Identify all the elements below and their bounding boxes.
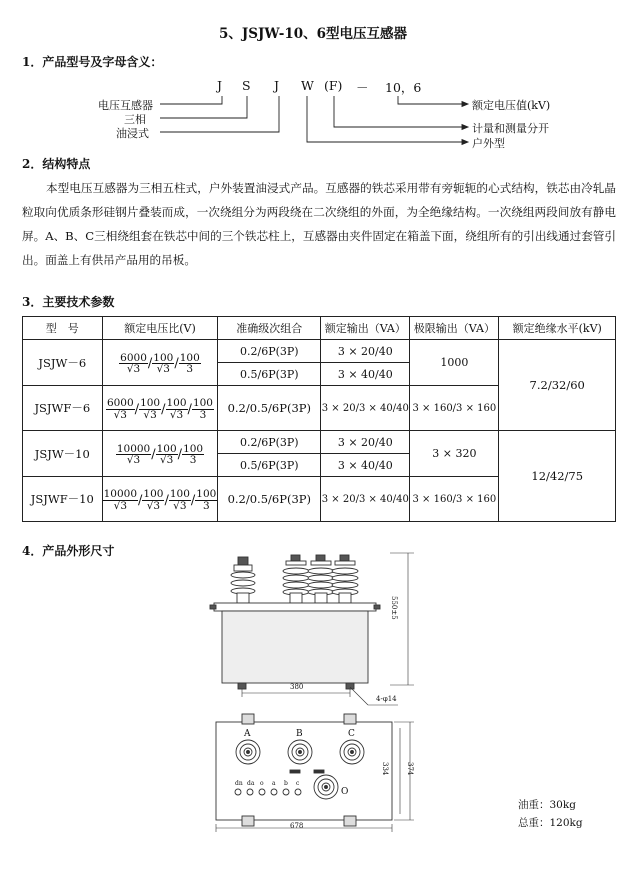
leader-line-f bbox=[334, 96, 468, 127]
label-oil-immersed: 油浸式 bbox=[116, 127, 149, 140]
terminal-da: da bbox=[247, 780, 255, 787]
voltage-ratio: 6000 √3 / 100 √3 / 100 √3 / 100 3 bbox=[106, 397, 213, 421]
bushing-b-top bbox=[288, 740, 312, 764]
label-three-phase: 三相 bbox=[124, 113, 146, 126]
bushing-middle bbox=[283, 555, 309, 603]
leader-line-w bbox=[307, 96, 468, 142]
cell-limit: 1000 bbox=[410, 340, 499, 386]
dim-334: 334 bbox=[381, 762, 389, 776]
tank-lid bbox=[214, 603, 376, 611]
cell-output: 3 × 40/40 bbox=[321, 363, 410, 386]
phase-label-b: B bbox=[296, 729, 303, 739]
cell-ratio bbox=[102, 340, 218, 386]
phase-label-c: C bbox=[348, 729, 355, 739]
cell-accuracy: 0.2/0.5/6P(3P) bbox=[218, 386, 321, 431]
cell-model: JSJWF－6 bbox=[23, 386, 103, 431]
page-title: 5、JSJW-10、6型电压互感器 bbox=[218, 26, 408, 42]
cell-insulation: 12/42/75 bbox=[499, 431, 616, 522]
bushing-left bbox=[231, 557, 255, 603]
top-plate bbox=[216, 722, 392, 820]
cell-accuracy: 0.2/6P(3P) bbox=[218, 431, 321, 454]
spec-table bbox=[22, 316, 616, 522]
code-letter-f: (F) bbox=[324, 78, 343, 93]
section-2-heading: 2．结构特点 bbox=[22, 157, 91, 171]
header-accuracy: 准确级次组合 bbox=[218, 317, 321, 340]
code-letter-s: S bbox=[242, 78, 251, 93]
voltage-ratio: 10000 √3 / 100 √3 / 100 √3 / 100 3 bbox=[103, 488, 217, 512]
terminal-a: a bbox=[272, 780, 276, 787]
cell-accuracy: 0.5/6P(3P) bbox=[218, 363, 321, 386]
leader-line-j2 bbox=[160, 96, 279, 132]
cell-output: 3 × 20/3 × 40/40 bbox=[321, 386, 410, 431]
code-letter-w: W bbox=[301, 78, 314, 93]
section-3-heading: 3．主要技术参数 bbox=[22, 295, 115, 309]
cell-limit: 3 × 320 bbox=[410, 431, 499, 477]
tank-body bbox=[222, 611, 368, 683]
header-limit-output: 极限输出（VA） bbox=[410, 317, 499, 340]
terminal-dn: dn bbox=[235, 780, 243, 787]
header-ratio: 额定电压比(V) bbox=[102, 317, 218, 340]
header-insulation: 额定绝缘水平(kV) bbox=[499, 317, 616, 340]
cell-limit: 3 × 160/3 × 160 bbox=[410, 386, 499, 431]
label-voltage-transformer: 电压互感器 bbox=[98, 99, 153, 112]
cell-insulation: 7.2/32/60 bbox=[499, 340, 616, 431]
weights-block bbox=[518, 796, 583, 832]
section-1-heading: 1．产品型号及字母含义： bbox=[22, 55, 163, 69]
front-view-drawing bbox=[200, 545, 430, 715]
oil-weight: 油重：30kg bbox=[518, 799, 576, 811]
code-letter-j1: J bbox=[217, 78, 223, 93]
phase-label-o: O bbox=[341, 787, 349, 797]
leader-line-j1 bbox=[160, 96, 222, 104]
terminal-b: b bbox=[284, 780, 288, 787]
terminal-o: o bbox=[260, 780, 264, 787]
header-rated-output: 额定输出（VA） bbox=[321, 317, 410, 340]
cell-accuracy: 0.5/6P(3P) bbox=[218, 454, 321, 477]
cell-ratio bbox=[102, 431, 218, 477]
cell-accuracy: 0.2/0.5/6P(3P) bbox=[218, 477, 321, 522]
dim-hole: 4-φ14 bbox=[376, 695, 397, 703]
cell-model: JSJWF－10 bbox=[23, 477, 103, 522]
phase-label-a: A bbox=[244, 729, 251, 739]
leader-line-s bbox=[160, 96, 247, 118]
dim-678: 678 bbox=[290, 822, 304, 830]
bushing-o-top bbox=[314, 775, 338, 799]
dim-374: 374 bbox=[406, 762, 414, 776]
cell-output: 3 × 40/40 bbox=[321, 454, 410, 477]
cell-output: 3 × 20/3 × 40/40 bbox=[321, 477, 410, 522]
code-voltage: 10，6 bbox=[385, 80, 422, 95]
cell-limit: 3 × 160/3 × 160 bbox=[410, 477, 499, 522]
cell-ratio bbox=[102, 477, 218, 522]
voltage-ratio: 6000 √3 / 100 √3 / 100 3 bbox=[120, 351, 200, 375]
leader-line-voltage bbox=[398, 96, 468, 104]
code-dash: － bbox=[356, 80, 369, 95]
cell-model: JSJW－10 bbox=[23, 431, 103, 477]
label-metering-separate: 计量和测量分开 bbox=[472, 122, 549, 135]
bushing-c-top bbox=[340, 740, 364, 764]
header-model: 型 号 bbox=[23, 317, 103, 340]
dim-height: 550±5 bbox=[390, 596, 398, 620]
structure-paragraph bbox=[22, 176, 616, 272]
cell-ratio bbox=[102, 386, 218, 431]
section-4-heading: 4．产品外形尺寸 bbox=[22, 544, 115, 558]
cell-output: 3 × 20/40 bbox=[321, 340, 410, 363]
bushing-a-top bbox=[236, 740, 260, 764]
cell-output: 3 × 20/40 bbox=[321, 431, 410, 454]
total-weight: 总重：120kg bbox=[518, 817, 583, 829]
cell-model: JSJW－6 bbox=[23, 340, 103, 386]
bushing-right1 bbox=[308, 555, 334, 603]
dim-380: 380 bbox=[290, 683, 304, 691]
structure-text: 本型电压互感器为三相五柱式，户外装置油浸式产品。互感器的铁芯采用带有旁轭轭的心式结构，铁芯由冷轧晶粒取向优质条形硅钢片叠装而成，一次绕组分为两段绕在二次绕组的外面，为全绝缘结构。一次绕组两段间放有静电屏。A、B、C三相绕组套在铁芯中间的三个铁芯柱上，互感器由夹件固定在箱盖下面，绕组所有的引出线通过套管引出。面盖上有供吊产品用的吊板。 bbox=[22, 181, 616, 267]
bushing-right2 bbox=[332, 555, 358, 603]
voltage-ratio: 10000 √3 / 100 √3 / 100 3 bbox=[116, 442, 204, 466]
terminal-c: c bbox=[296, 780, 300, 787]
label-rated-voltage: 额定电压值(kV) bbox=[472, 99, 551, 112]
table-row bbox=[23, 431, 616, 454]
table-header-row bbox=[23, 317, 616, 340]
code-letter-j2: J bbox=[274, 78, 280, 93]
cell-accuracy: 0.2/6P(3P) bbox=[218, 340, 321, 363]
table-row bbox=[23, 340, 616, 363]
label-outdoor: 户外型 bbox=[472, 137, 505, 150]
